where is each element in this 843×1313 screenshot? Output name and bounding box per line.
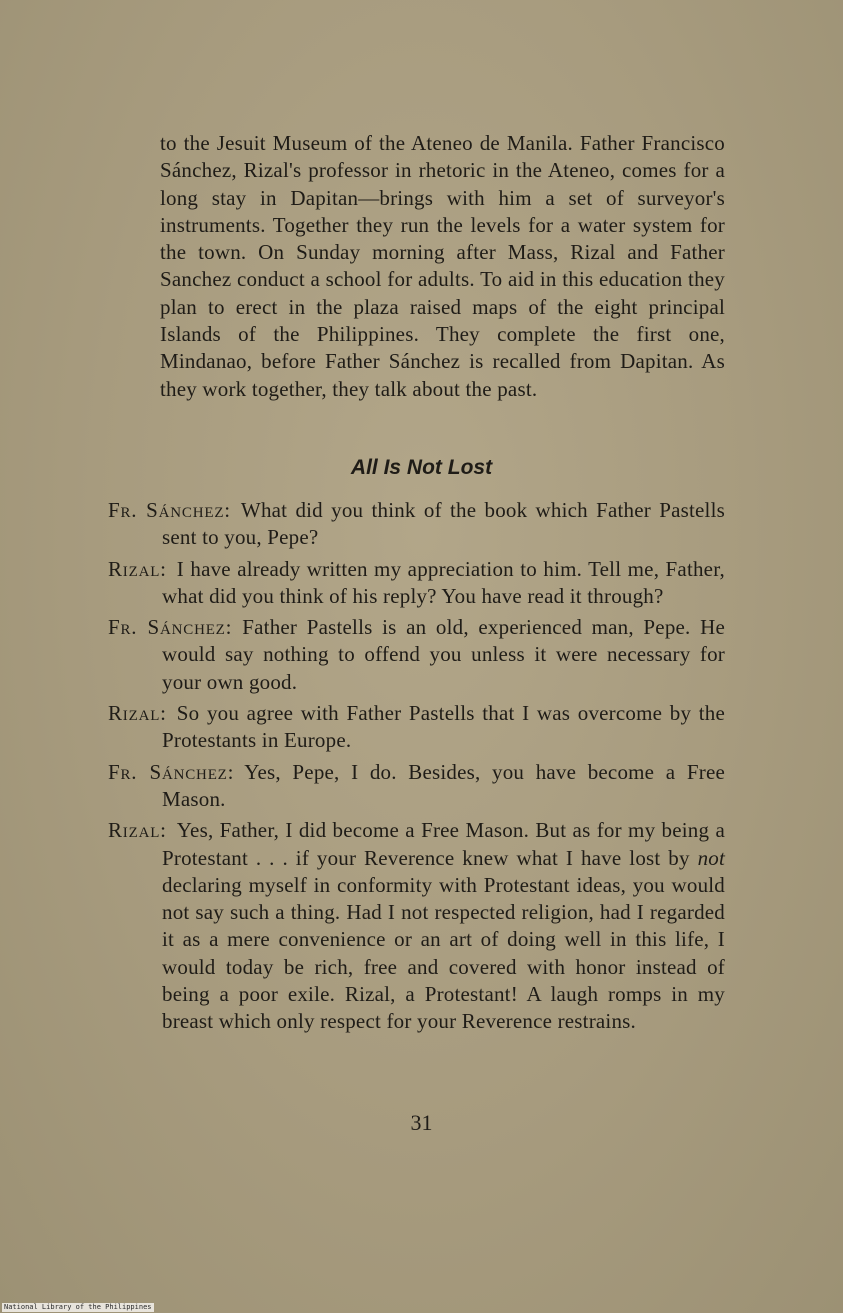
dialogue-line <box>108 614 725 696</box>
intro-paragraph: to the Jesuit Museum of the Ateneo de Manila. Father Francisco Sánchez, Rizal's professor in rhetoric in the Ateneo, comes for a long stay in Dapitan—brings with him a set of surveyor's instruments. Together they run the levels for a water system for the town. On Sunday morning after Mass, Rizal and Father Sanchez conduct a school for adults. To aid in this education they plan to erect in the plaza raised maps of the eight principal Islands of the Philippines. They complete the first one, Mindanao, before Father Sánchez is recalled from Dapitan. As they work together, they talk about the past. <box>160 131 725 401</box>
speaker-name: Rizal: <box>108 701 167 726</box>
dialogue-line <box>108 817 725 1035</box>
speaker-name: Fr. Sánchez: <box>108 498 231 522</box>
speaker-name: Fr. Sánchez: <box>108 615 233 640</box>
dialogue-line <box>108 556 725 611</box>
speech-text: I have already written my appreciation to him. Tell me, Father, what did you think of his reply? You have read it through? <box>162 556 725 608</box>
library-watermark: National Library of the Philippines <box>4 1303 152 1311</box>
dialogue-line <box>108 759 725 814</box>
speech-text: Yes, Father, I did become a Free Mason. But as for my being a Protestant . . . if your Reverence knew what I have lost by <box>162 818 725 870</box>
page-number: 31 <box>410 1110 433 1135</box>
speaker-name: Rizal: <box>108 818 167 843</box>
speech-text: declaring myself in conformity with Protestant ideas, you would not say such a thing. Had I not respected religion, had I regarded it as a mere convenience or an art of doing well in this life, I would today be rich, free and covered with honor instead of being a poor exile. Rizal, a Protestant! A laugh romps in my breast which only respect for your Reverence restrains. <box>162 872 725 1034</box>
dialogue-line <box>108 497 725 552</box>
dialogue-line <box>108 700 725 755</box>
speech-text: Yes, Pepe, I do. Besides, you have become a Free Mason. <box>162 759 725 811</box>
speech-text: So you agree with Father Pastells that I was overcome by the Protestants in Europe. <box>162 701 725 753</box>
speaker-name: Rizal: <box>108 556 167 581</box>
speaker-name: Fr. Sánchez: <box>108 759 235 784</box>
dialogue <box>108 497 725 1036</box>
speech-text: What did you think of the book which Father Pastells sent to you, Pepe? <box>162 498 725 550</box>
speech-text: Father Pastells is an old, experienced man, Pepe. He would say nothing to offend you unless it were necessary for your own good. <box>162 615 725 694</box>
emphasized-word: not <box>697 845 726 870</box>
section-title: All Is Not Lost <box>350 456 493 479</box>
